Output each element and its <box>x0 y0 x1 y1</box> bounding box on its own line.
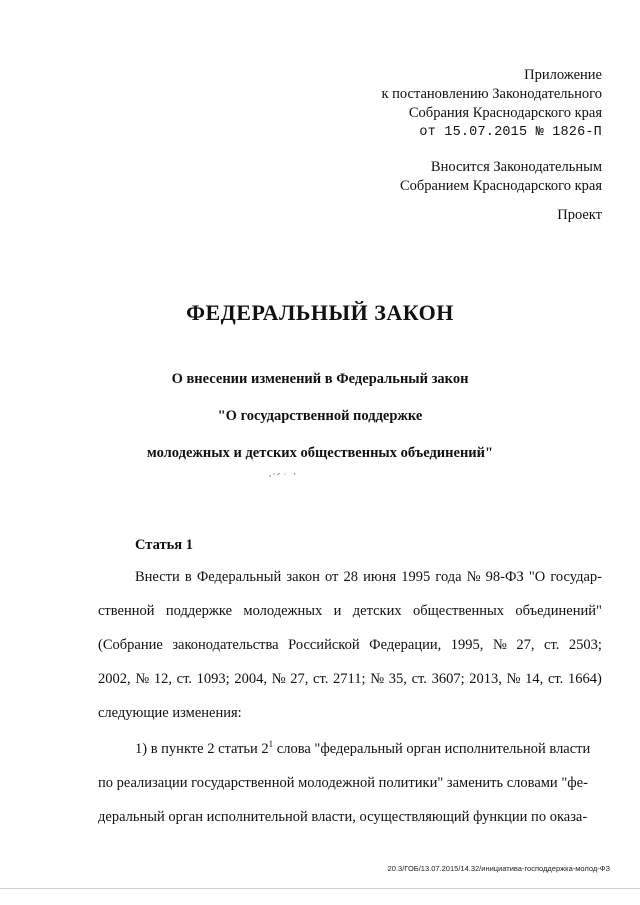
word: 1664) <box>567 671 602 687</box>
word: № <box>492 637 507 653</box>
word: 2503; <box>568 637 602 653</box>
word: ст. <box>176 671 192 687</box>
body-line: по реализации государственной молодежной политики" заменить словами "фе- <box>98 775 588 791</box>
appendix-line: Приложение <box>524 67 602 83</box>
law-subtitle-line: молодежных и детских общественных объединений" <box>146 445 494 461</box>
appendix-date-line: от 15.07.2015 № 1826-П <box>419 125 602 140</box>
word: ст. <box>313 671 329 687</box>
appendix-line: к постановлению Законодательного <box>381 86 602 102</box>
word: 1995 <box>401 569 431 585</box>
word: детских <box>352 603 402 619</box>
page-bottom-edge <box>0 888 640 889</box>
article-intro <box>98 560 602 730</box>
word: 2004, <box>234 671 267 687</box>
word: № <box>466 569 481 585</box>
word: 1093; <box>196 671 230 687</box>
body-line: следующие изменения: <box>98 705 242 721</box>
body-line <box>98 732 602 766</box>
item-text: слова "федеральный орган исполнительной власти <box>273 741 591 757</box>
word: Федерации, <box>369 637 442 653</box>
word: 2711; <box>333 671 366 687</box>
word: молодежных <box>243 603 323 619</box>
word: закон <box>286 569 320 585</box>
word: 3607; <box>431 671 465 687</box>
word: года <box>435 569 462 585</box>
word: "О <box>528 569 546 585</box>
article-heading: Статья 1 <box>135 537 193 553</box>
item-text: 1) в пункте 2 статьи 2 <box>135 741 269 757</box>
body-line <box>98 628 602 662</box>
draft-label: Проект <box>557 207 602 223</box>
word: ственной <box>98 603 155 619</box>
introducer-line: Вносится Законодательным <box>430 159 602 175</box>
word: поддержке <box>165 603 233 619</box>
law-subtitle-line: "О государственной поддержке <box>217 408 423 424</box>
word: № <box>370 671 385 687</box>
word: 2013, <box>469 671 502 687</box>
word: 27, <box>516 637 535 653</box>
word: 98-ФЗ <box>485 569 524 585</box>
word: ст. <box>547 671 564 687</box>
word: 35, <box>388 671 407 687</box>
appendix-line: Собрания Краснодарского края <box>408 105 602 121</box>
law-subtitle-line: О внесении изменений в Федеральный закон <box>171 371 469 387</box>
word: (Собрание <box>98 637 163 653</box>
word: № <box>135 671 150 687</box>
word: 14, <box>525 671 544 687</box>
word: 27, <box>290 671 309 687</box>
word: Внести <box>135 569 180 585</box>
word: в <box>184 569 192 585</box>
word: и <box>333 603 342 619</box>
word: государ- <box>550 569 602 585</box>
word: 1995, <box>450 637 484 653</box>
word: № <box>271 671 286 687</box>
word: законодательства <box>172 637 279 653</box>
word: № <box>506 671 521 687</box>
word: Федеральный <box>196 569 282 585</box>
body-line <box>98 560 602 594</box>
word: 2002, <box>98 671 131 687</box>
article-item-1 <box>98 732 602 834</box>
word: 12, <box>153 671 172 687</box>
body-line <box>98 662 602 696</box>
introducer-line: Собранием Краснодарского края <box>399 178 602 194</box>
word: Российской <box>288 637 360 653</box>
word: июня <box>363 569 397 585</box>
body-line <box>98 594 602 628</box>
body-line: деральный орган исполнительной власти, осуществляющий функции по оказа- <box>98 809 588 825</box>
footer-file-code: 20.3/ГОБ/13.07.2015/14.32/инициатива-господдержка-молод-ФЗ <box>387 864 610 873</box>
word: ст. <box>411 671 427 687</box>
appendix-block <box>382 66 603 142</box>
word: общественных <box>412 603 505 619</box>
scan-speck-mark <box>268 470 302 478</box>
superscript: 1 <box>268 739 274 749</box>
word: 28 <box>343 569 358 585</box>
word: от <box>324 569 339 585</box>
law-title: ФЕДЕРАЛЬНЫЙ ЗАКОН <box>186 300 454 325</box>
word: объединений" <box>515 603 602 619</box>
introducer-block <box>400 158 602 196</box>
word: ст. <box>544 637 560 653</box>
